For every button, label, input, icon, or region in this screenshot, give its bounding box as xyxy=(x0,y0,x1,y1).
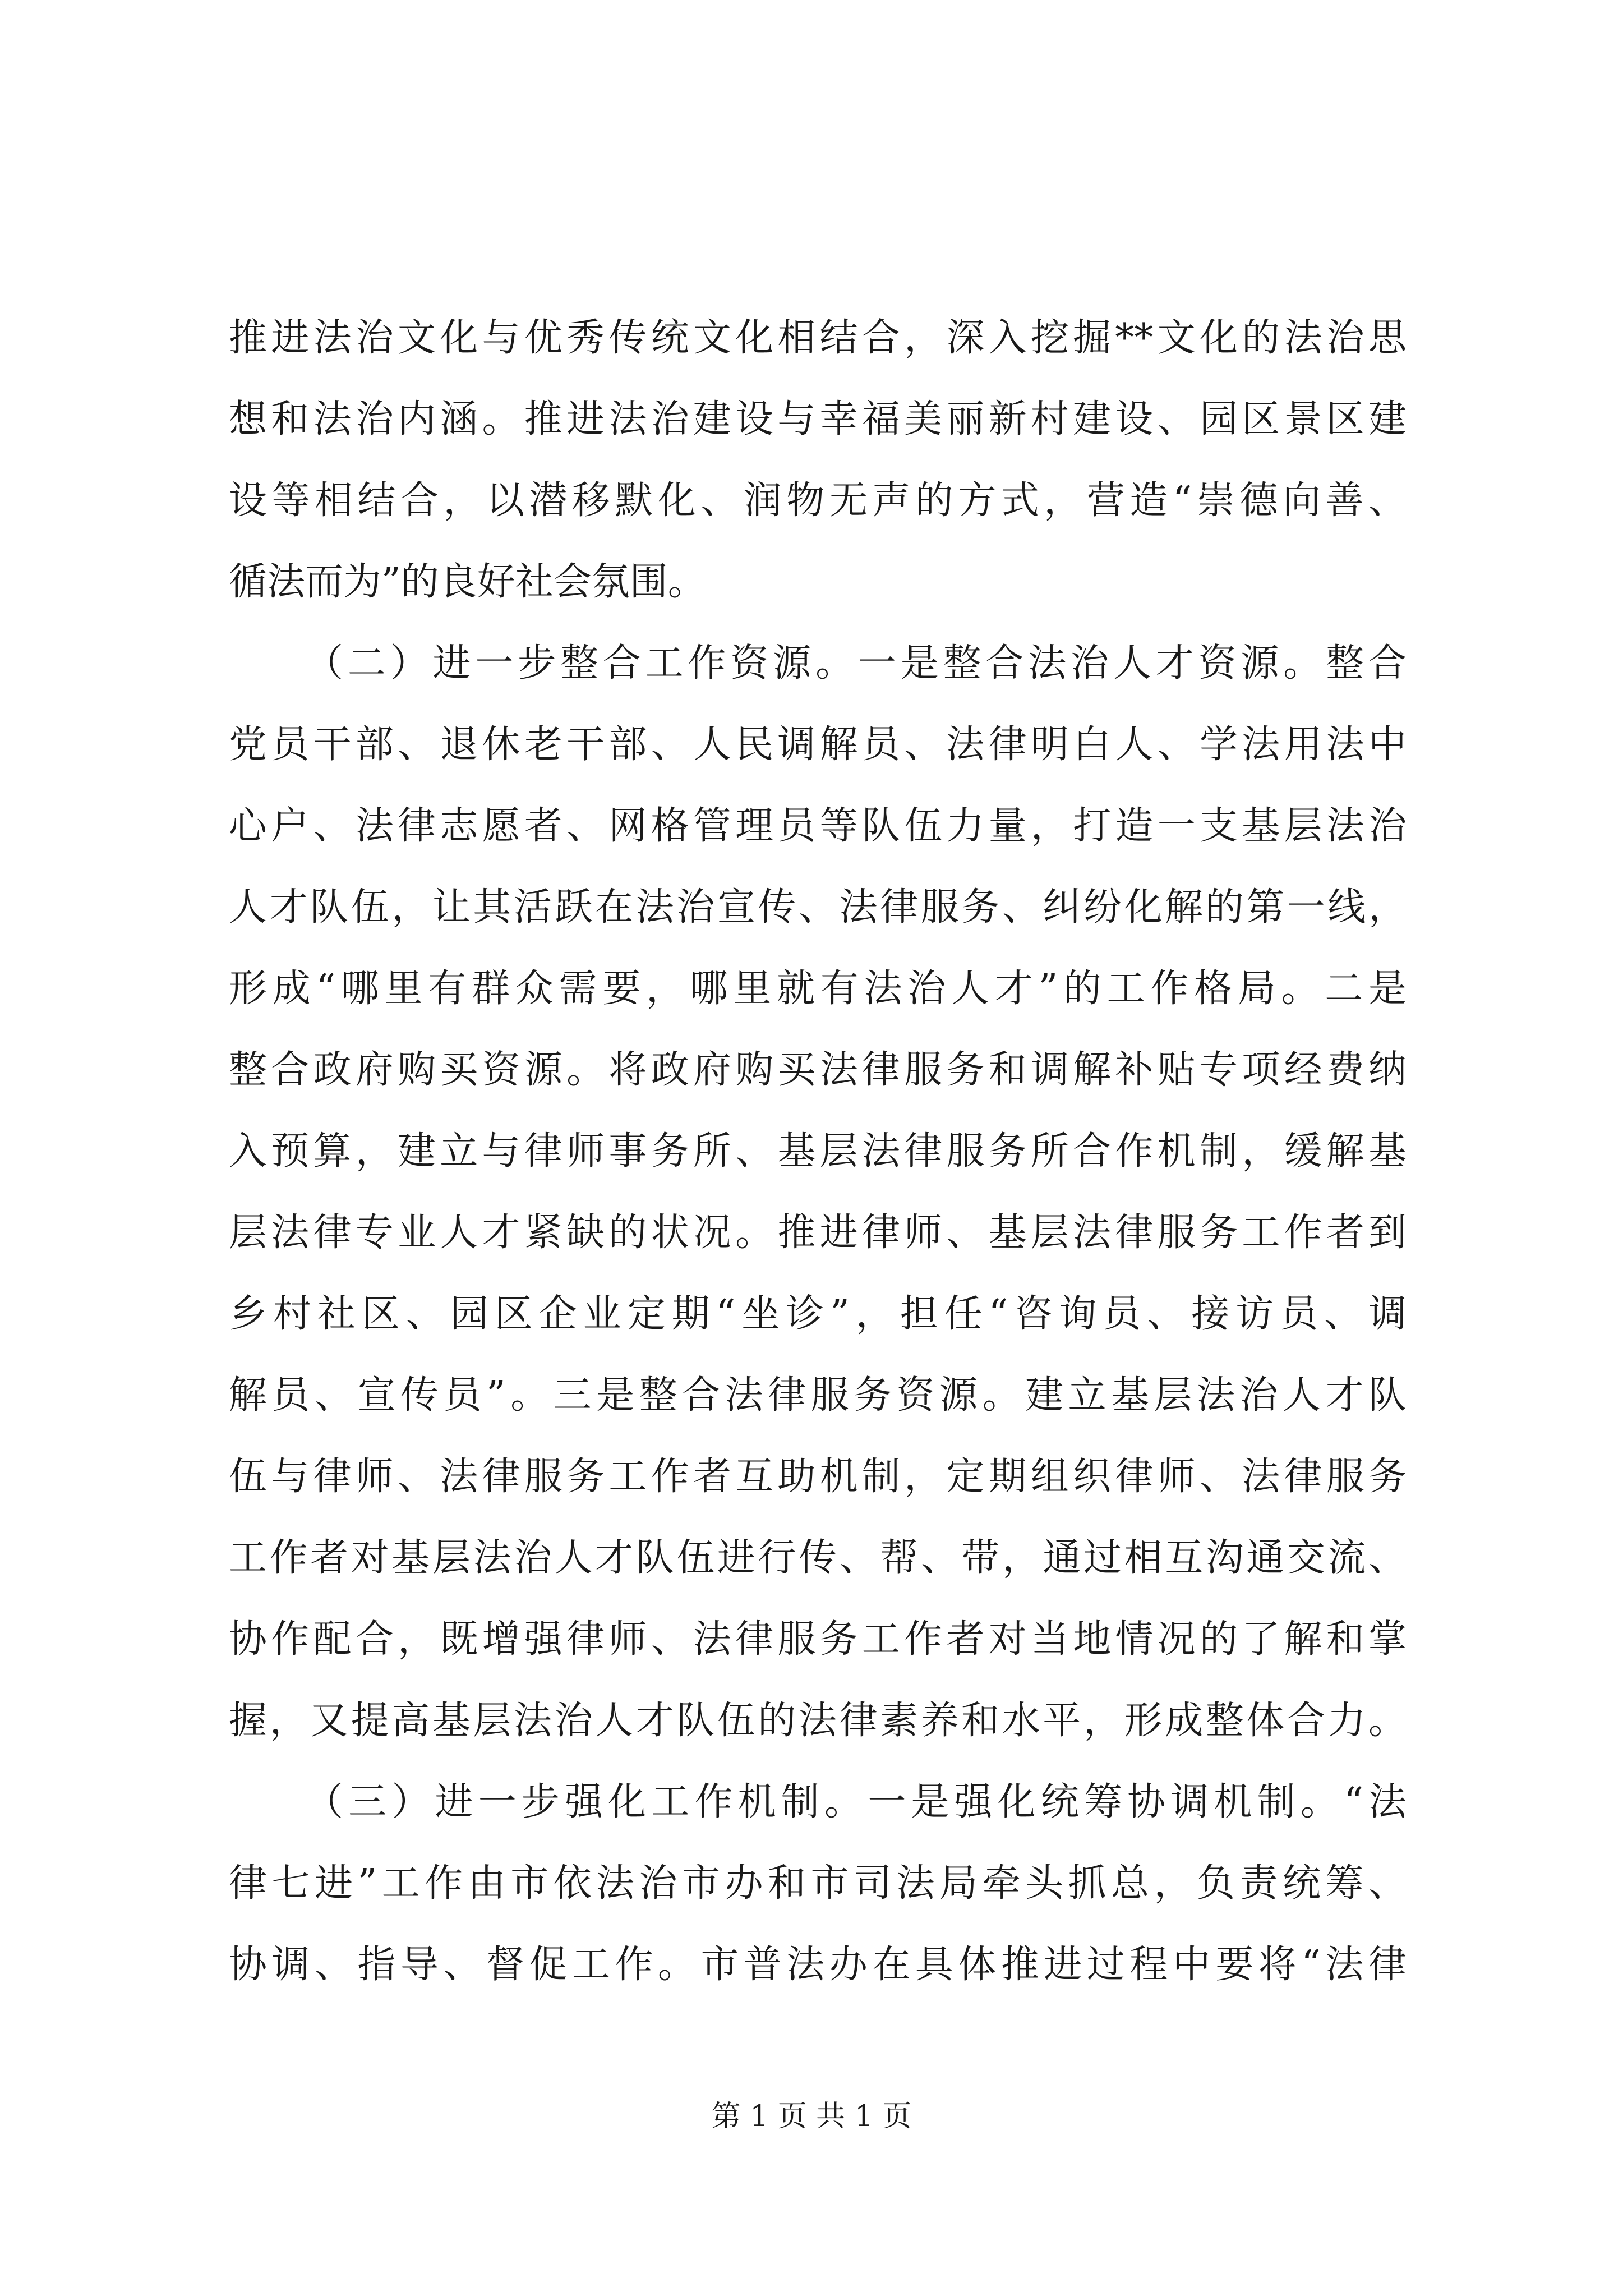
paragraph-2-line-2: 党员干部、退休老干部、人民调解员、法律明白人、学法用法中 xyxy=(229,723,1407,767)
document-body xyxy=(229,297,1407,2005)
paragraph-1-line-2: 想和法治内涵。推进法治建设与幸福美丽新村建设、园区景区建 xyxy=(229,397,1407,441)
paragraph-2-line-12: 工作者对基层法治人才队伍进行传、帮、带，通过相互沟通交流、 xyxy=(229,1536,1407,1580)
page-number: 第 1 页 共 1 页 xyxy=(711,2100,912,2133)
paragraph-2-line-6: 整合政府购买资源。将政府购买法律服务和调解补贴专项经费纳 xyxy=(229,1048,1407,1092)
paragraph-2-line-3: 心户、法律志愿者、网格管理员等队伍力量，打造一支基层法治 xyxy=(229,804,1407,848)
paragraph-2-line-9: 乡村社区、园区企业定期“坐诊”，担任“咨询员、接访员、调 xyxy=(229,1292,1407,1336)
paragraph-1-line-3: 设等相结合，以潜移默化、润物无声的方式，营造“崇德向善、 xyxy=(229,478,1407,523)
paragraph-2-line-5: 形成“哪里有群众需要，哪里就有法治人才”的工作格局。二是 xyxy=(229,967,1407,1011)
paragraph-3-line-2: 律七进”工作由市依法治市办和市司法局牵头抓总，负责统筹、 xyxy=(229,1861,1407,1906)
paragraph-2-line-10: 解员、宣传员”。三是整合法律服务资源。建立基层法治人才队 xyxy=(229,1373,1407,1418)
paragraph-2-line-11: 伍与律师、法律服务工作者互助机制，定期组织律师、法律服务 xyxy=(229,1455,1407,1499)
paragraph-2-line-14: 握，又提高基层法治人才队伍的法律素养和水平，形成整体合力。 xyxy=(229,1699,1407,1743)
paragraph-3-line-1: （三）进一步强化工作机制。一是强化统筹协调机制。“法 xyxy=(305,1780,1407,1824)
paragraph-1-line-1: 推进法治文化与优秀传统文化相结合，深入挖掘**文化的法治思 xyxy=(229,316,1407,360)
paragraph-3-line-3: 协调、指导、督促工作。市普法办在具体推进过程中要将“法律 xyxy=(229,1943,1407,1987)
paragraph-2-line-7: 入预算，建立与律师事务所、基层法律服务所合作机制，缓解基 xyxy=(229,1129,1407,1174)
page-footer xyxy=(0,2092,1623,2134)
paragraph-2-line-8: 层法律专业人才紧缺的状况。推进律师、基层法律服务工作者到 xyxy=(229,1211,1407,1255)
paragraph-2-line-1: （二）进一步整合工作资源。一是整合法治人才资源。整合 xyxy=(305,641,1407,685)
paragraph-1-line-4: 循法而为”的良好社会氛围。 xyxy=(229,560,706,604)
paragraph-2-line-13: 协作配合，既增强律师、法律服务工作者对当地情况的了解和掌 xyxy=(229,1617,1407,1662)
paragraph-2-line-4: 人才队伍，让其活跃在法治宣传、法律服务、纠纷化解的第一线， xyxy=(229,885,1407,930)
